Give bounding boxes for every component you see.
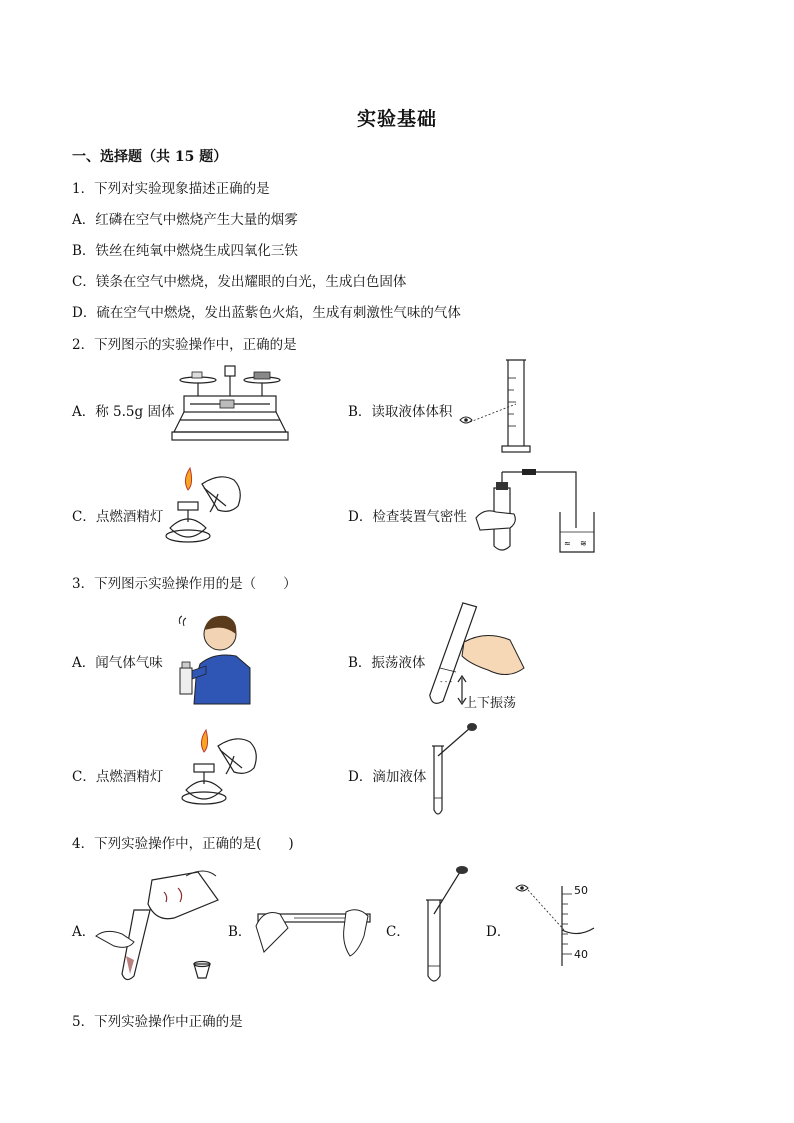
- balance-illustration: [170, 362, 290, 444]
- cylinder-reading-illustration: [458, 358, 538, 458]
- question-3-option-d: D．滴加液体: [348, 769, 427, 785]
- alcohol-lamp-illustration-2: [176, 728, 266, 816]
- tube-holder-illustration: [254, 896, 376, 962]
- question-2-option-b: B．读取液体体积: [348, 404, 453, 420]
- question-2-option-a: A．称 5.5g 固体: [72, 404, 175, 420]
- section-heading: 一、选择题（共 15 题）: [72, 149, 228, 165]
- question-3-option-a: A．闻气体气味: [72, 655, 163, 671]
- question-2-stem: 2．下列图示的实验操作中，正确的是: [72, 337, 297, 353]
- svg-text:≈: ≈: [564, 539, 571, 548]
- question-1-option-d: D．硫在空气中燃烧，发出蓝紫色火焰，生成有刺激性气味的气体: [72, 305, 461, 321]
- svg-text:- - -: - - -: [440, 678, 453, 686]
- cylinder-bottom-mark: 40: [574, 948, 588, 961]
- question-3-option-c: C．点燃酒精灯: [72, 769, 164, 785]
- question-5-stem: 5．下列实验操作中正确的是: [72, 1014, 243, 1030]
- airtightness-illustration: [474, 468, 598, 558]
- pouring-liquid-illustration: [94, 866, 228, 984]
- question-2-option-c: C．点燃酒精灯: [72, 509, 164, 525]
- dropper-tube-illustration: [424, 722, 484, 820]
- question-4-option-b: B．: [228, 924, 252, 940]
- question-1-stem: 1．下列对实验现象描述正确的是: [72, 181, 270, 197]
- svg-text:≋: ≋: [580, 539, 587, 548]
- question-1-option-b: B．铁丝在纯氧中燃烧生成四氧化三铁: [72, 243, 298, 259]
- page-title: 实验基础: [356, 108, 437, 130]
- dropper-tube-illustration-2: [424, 864, 474, 988]
- question-4-stem: 4．下列实验操作中，正确的是( ): [72, 836, 294, 852]
- question-1-option-a: A．红磷在空气中燃烧产生大量的烟雾: [72, 212, 298, 228]
- smelling-gas-illustration: [174, 608, 254, 704]
- cylinder-top-mark: 50: [574, 884, 588, 897]
- question-4-option-a: A．: [72, 924, 96, 940]
- question-2-option-d: D．检查装置气密性: [348, 509, 467, 525]
- alcohol-lamp-illustration: [160, 466, 250, 554]
- question-3-stem: 3．下列图示实验操作用的是（ ）: [72, 576, 297, 592]
- question-4-option-c: C．: [386, 924, 410, 940]
- shake-label: 上下振荡: [464, 696, 517, 711]
- question-1-option-c: C．镁条在空气中燃烧，发出耀眼的白光，生成白色固体: [72, 274, 407, 290]
- question-3-option-b: B．振荡液体: [348, 655, 426, 671]
- shaking-test-tube-illustration: [428, 598, 528, 710]
- question-4-option-d: D．: [486, 924, 511, 940]
